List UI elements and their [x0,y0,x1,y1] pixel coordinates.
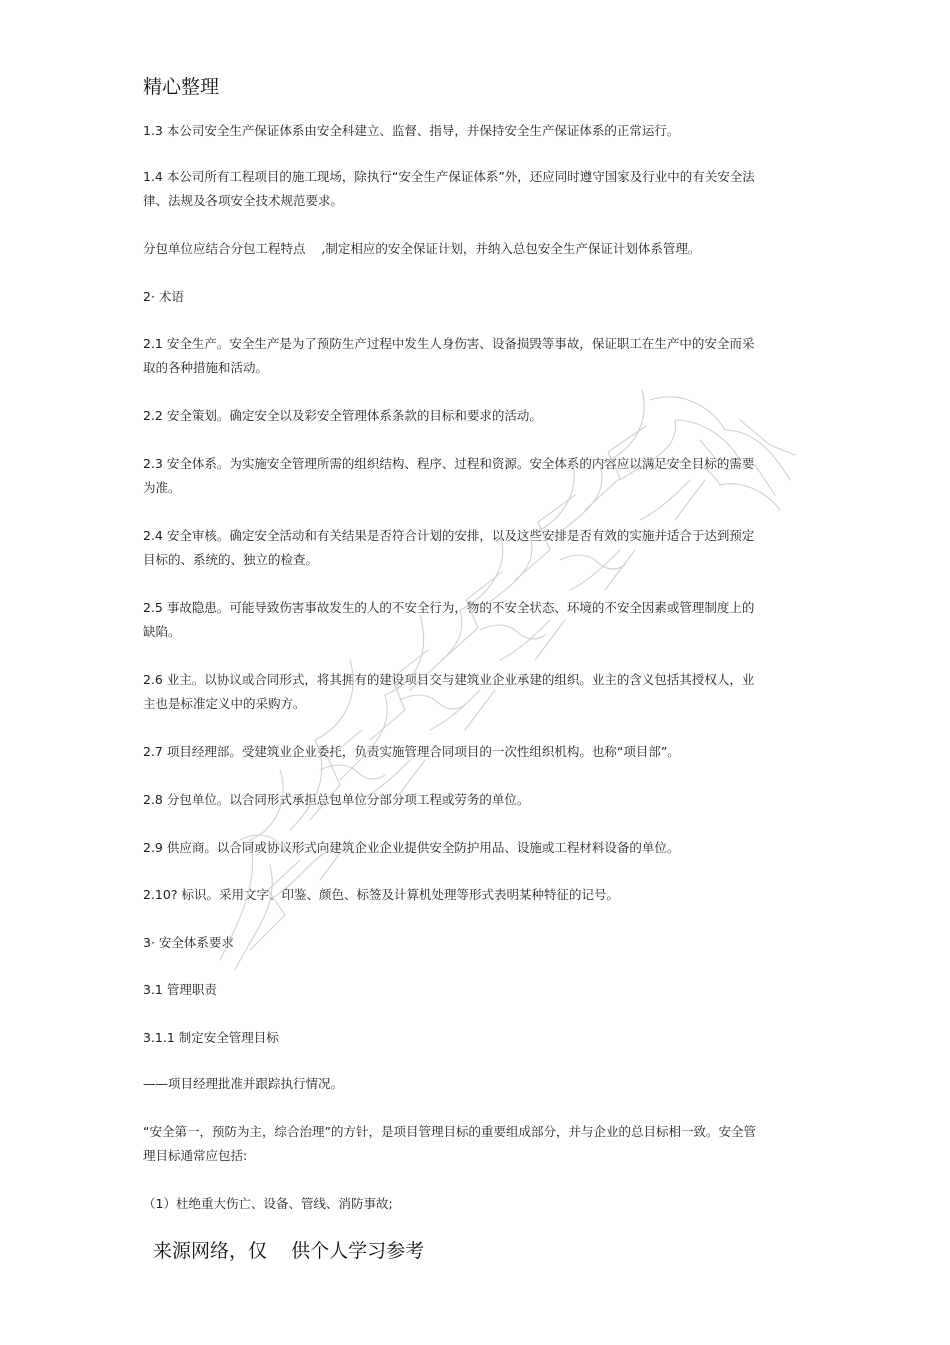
paragraph-2-7: 2.7 项目经理部。受建筑业企业委托，负责实施管理合同项目的一次性组织机构。也称“项目部”。 [143,744,680,759]
section-heading-3-1: 3.1 管理职责 [143,982,217,997]
paragraph-2-5: 2.5 事故隐患。可能导致伤害事故发生的人的不安全行为，物的不安全状态、环境的不安全因素或管理制度上的缺陷。 [143,600,755,639]
section-heading-3-1-1: 3.1.1 制定安全管理目标 [143,1030,279,1045]
paragraph-2-4: 2.4 安全审核。确定安全活动和有关结果是否符合计划的安排，以及这些安排是否有效的实施并适合于达到预定目标的、系统的、独立的检查。 [143,528,755,567]
paragraph-2-3: 2.3 安全体系。为实施安全管理所需的组织结构、程序、过程和资源。安全体系的内容应以满足安全目标的需要为准。 [143,456,755,495]
paragraph-2-2: 2.2 安全策划。确定安全以及彩安全管理体系条款的目标和要求的活动。 [143,408,542,423]
page-header-title: 精心整理 [143,76,220,98]
paragraph-subcontract: 分包单位应结合分包工程特点 ,制定相应的安全保证计划，并纳入总包安全生产保证计划体系管理。 [143,241,701,256]
paragraph-1-4: 1.4 本公司所有工程项目的施工现场，除执行“安全生产保证体系”外，还应同时遵守国家及行业中的有关安全法律、法规及各项安全技术规范要求。 [143,169,755,208]
section-heading-requirements: 3· 安全体系要求 [143,935,234,950]
paragraph-2-10: 2.10? 标识。采用文字、印鉴、颜色、标签及计算机处理等形式表明某种特征的记号。 [143,887,619,902]
paragraph-1-3: 1.3 本公司安全生产保证体系由安全科建立、监督、指导，并保持安全生产保证体系的正常运行。 [143,123,680,138]
footer-note: 来源网络，仅 供个人学习参考 [153,1240,425,1262]
paragraph-2-6: 2.6 业主。以协议或合同形式，将其拥有的建设项目交与建筑业企业承建的组织。业主的含义包括其授权人，业主也是标准定义中的采购方。 [143,672,755,711]
list-item-1: （1）杜绝重大伤亡、设备、管线、消防事故; [143,1196,393,1211]
paragraph-policy: “安全第一，预防为主，综合治理”的方针，是项目管理目标的重要组成部分，并与企业的总目标相一致。安全管理目标通常应包括: [143,1124,756,1163]
paragraph-2-8: 2.8 分包单位。以合同形式承担总包单位分部分项工程或劳务的单位。 [143,792,530,807]
paragraph-2-9: 2.9 供应商。以合同或协议形式向建筑企业企业提供安全防护用品、设施或工程材料设备的单位。 [143,840,680,855]
section-heading-terms: 2· 术语 [143,289,184,304]
paragraph-approval: ——项目经理批准并跟踪执行情况。 [143,1076,344,1091]
paragraph-2-1: 2.1 安全生产。安全生产是为了预防生产过程中发生人身伤害、设备损毁等事故，保证职工在生产中的安全而采取的各种措施和活动。 [143,336,755,375]
